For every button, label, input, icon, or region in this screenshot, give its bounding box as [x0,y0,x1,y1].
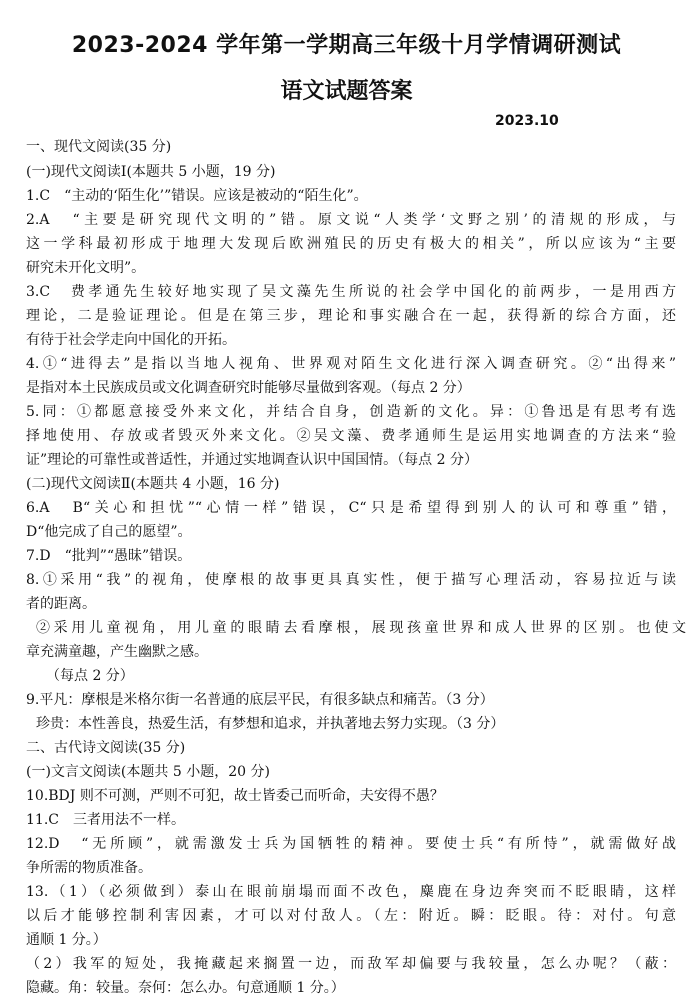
answer-line: ②采用儿童视角，用儿童的眼睛去看摩根，展现孩童世界和成人世界的区别。也使文 [36,620,686,636]
answer-line: 1.C “主动的‘陌生化’”错误。应该是被动的“陌生化”。 [26,188,368,204]
answer-line: 者的距离。 [26,596,96,612]
answer-line: 隐藏。角：较量。奈何：怎么办。句意通顺 1 分。） [26,980,345,996]
answer-line: 13.（1）（必须做到）泰山在眼前崩塌而面不改色，麋鹿在身边奔突而不眨眼睛，这样 [26,884,676,900]
answer-line: (二)现代文阅读Ⅱ(本题共 4 小题，16 分) [26,476,280,492]
answer-line: 是指对本土民族成员或文化调查研究时能够尽量做到客观。（每点 2 分） [26,380,471,396]
answer-line: 有待于社会学走向中国化的开拓。 [26,332,236,348]
answer-line: 12.D “无所顾”，就需激发士兵为国牺牲的精神。要使士兵“有所恃”，就需做好战 [26,836,676,852]
answer-line: 4.①“进得去”是指以当地人视角、世界观对陌生文化进行深入调查研究。②“出得来” [26,356,676,372]
answer-line: 5.同：①都愿意接受外来文化，并结合自身，创造新的文化。异：①鲁迅是有思考有选 [26,404,676,420]
answer-line: （2）我军的短处，我掩藏起来搁置一边，而敌军却偏要与我较量，怎么办呢？（蔽： [26,956,676,972]
answer-line: 7.D “批判”“愚昧”错误。 [26,548,192,564]
answer-line: 9.平凡：摩根是米格尔街一名普通的底层平民，有很多缺点和痛苦。（3 分） [26,692,494,708]
answer-line: 择地使用、存放或者毁灭外来文化。②吴文藻、费孝通师生是运用实地调查的方法来“验 [26,428,676,444]
document-title: 2023-2024 学年第一学期高三年级十月学情调研测试 [71,33,622,58]
document-date: 2023.10 [495,113,559,129]
answer-line: 以后才能够控制利害因素，才可以对付敌人。（左：附近。瞬：眨眼。待：对付。句意 [26,908,676,924]
answer-line: 章充满童趣，产生幽默之感。 [26,644,208,660]
answer-line: 理论，二是验证理论。但是在第三步，理论和事实融合在一起，获得新的综合方面，还 [26,308,676,324]
answer-line: D“他完成了自己的愿望”。 [26,524,192,540]
answer-line: 争所需的物质准备。 [26,860,152,876]
answer-line: (一)文言文阅读(本题共 5 小题，20 分) [26,764,270,780]
answer-line: 二、古代诗文阅读(35 分) [26,740,186,756]
answer-line: 6.A B“关心和担忧”“心情一样”错误，C“只是希望得到别人的认可和尊重”错， [26,500,676,516]
answer-line: 研究未开化文明”。 [26,260,146,276]
answer-line: 这一学科最初形成于地理大发现后欧洲殖民的历史有极大的相关”，所以应该为“主要 [26,236,676,252]
document-subtitle: 语文试题答案 [280,79,413,104]
answer-line: 一、现代文阅读(35 分) [26,139,172,155]
answer-line: 10.BDJ 则不可测，严则不可犯，故士皆委己而听命，夫安得不愚？ [26,788,444,804]
answer-line: (一)现代文阅读Ⅰ(本题共 5 小题，19 分) [26,164,276,180]
answer-line: 3.C 费孝通先生较好地实现了吴文藻先生所说的社会学中国化的前两步，一是用西方 [26,284,676,300]
answer-line: （每点 2 分） [46,668,134,684]
answer-line: 2.A “主要是研究现代文明的”错。原文说“人类学‘文野之别’的清规的形成，与 [26,212,676,228]
answer-line: 证”理论的可靠性或普适性，并通过实地调查认识中国国情。（每点 2 分） [26,452,478,468]
answer-line: 珍贵：本性善良，热爱生活，有梦想和追求，并执著地去努力实现。（3 分） [36,716,505,732]
answer-line: 11.C 三者用法不一样。 [26,812,185,828]
answer-line: 通顺 1 分。） [26,932,107,948]
answer-line: 8.①采用“我”的视角，使摩根的故事更具真实性，便于描写心理活动，容易拉近与读 [26,572,676,588]
